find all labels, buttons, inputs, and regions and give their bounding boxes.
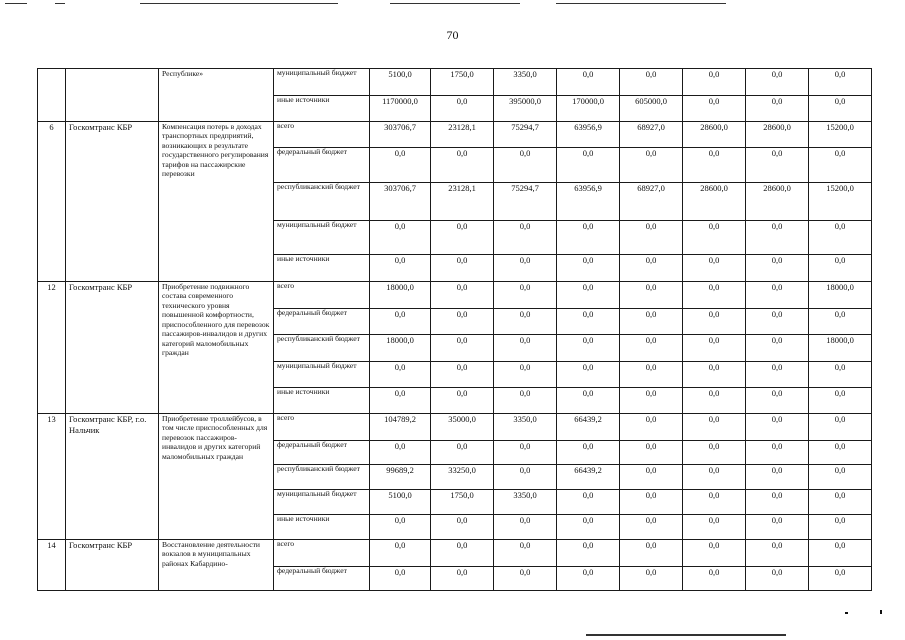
funding-source: республиканский бюджет [274,183,370,221]
row-number: 12 [38,282,66,414]
value-cell: 0,0 [746,414,809,441]
value-cell: 0,0 [557,335,620,362]
value-cell: 0,0 [494,282,557,309]
value-cell: 0,0 [683,362,746,388]
value-cell: 18000,0 [370,335,431,362]
value-cell: 28600,0 [746,122,809,148]
value-cell: 0,0 [370,255,431,282]
funding-source: всего [274,282,370,309]
value-cell: 0,0 [431,255,494,282]
value-cell: 15200,0 [809,122,872,148]
value-cell: 0,0 [494,515,557,540]
value-cell: 0,0 [431,282,494,309]
value-cell: 0,0 [494,388,557,414]
value-cell: 0,0 [683,221,746,255]
value-cell: 0,0 [746,221,809,255]
value-cell: 0,0 [431,441,494,465]
value-cell: 0,0 [620,490,683,515]
value-cell: 0,0 [370,221,431,255]
value-cell: 0,0 [809,465,872,490]
value-cell: 170000,0 [557,96,620,122]
value-cell: 68927,0 [620,122,683,148]
value-cell: 0,0 [370,540,431,567]
value-cell: 0,0 [494,255,557,282]
funding-source: всего [274,414,370,441]
value-cell: 0,0 [809,441,872,465]
value-cell: 0,0 [557,221,620,255]
value-cell: 0,0 [809,255,872,282]
scan-edge-line [140,3,338,4]
organization: Госкомтранс КБР [66,282,159,414]
scan-edge-line [556,3,726,4]
value-cell: 0,0 [370,567,431,591]
funding-source: федеральный бюджет [274,309,370,335]
funding-source: всего [274,540,370,567]
value-cell: 303706,7 [370,183,431,221]
value-cell: 33250,0 [431,465,494,490]
program-funding-table [37,68,872,591]
value-cell: 0,0 [683,309,746,335]
value-cell: 0,0 [557,441,620,465]
value-cell: 0,0 [494,309,557,335]
value-cell: 0,0 [746,148,809,183]
value-cell: 0,0 [683,335,746,362]
value-cell: 0,0 [620,441,683,465]
value-cell: 0,0 [557,282,620,309]
value-cell: 75294,7 [494,122,557,148]
funding-source: республиканский бюджет [274,335,370,362]
scan-edge-line [390,3,520,4]
value-cell: 0,0 [746,362,809,388]
value-cell: 0,0 [683,69,746,96]
organization: Госкомтранс КБР [66,540,159,591]
value-cell: 0,0 [620,335,683,362]
value-cell: 0,0 [431,540,494,567]
value-cell: 0,0 [683,515,746,540]
value-cell: 0,0 [746,465,809,490]
value-cell: 0,0 [370,515,431,540]
funding-source: муниципальный бюджет [274,221,370,255]
value-cell: 3350,0 [494,414,557,441]
value-cell: 0,0 [809,414,872,441]
value-cell: 0,0 [557,362,620,388]
value-cell: 23128,1 [431,122,494,148]
value-cell: 68927,0 [620,183,683,221]
row-number: 13 [38,414,66,540]
value-cell: 18000,0 [809,282,872,309]
value-cell: 0,0 [746,309,809,335]
value-cell: 0,0 [494,441,557,465]
value-cell: 0,0 [809,96,872,122]
row-number: 14 [38,540,66,591]
value-cell: 0,0 [809,221,872,255]
funding-source: муниципальный бюджет [274,490,370,515]
value-cell: 0,0 [683,148,746,183]
value-cell: 605000,0 [620,96,683,122]
value-cell: 0,0 [620,148,683,183]
value-cell: 0,0 [746,441,809,465]
value-cell: 0,0 [683,441,746,465]
value-cell: 0,0 [683,465,746,490]
value-cell: 0,0 [683,388,746,414]
value-cell: 0,0 [557,567,620,591]
value-cell: 0,0 [494,335,557,362]
funding-source: федеральный бюджет [274,441,370,465]
page-number: 70 [446,28,459,42]
value-cell: 395000,0 [494,96,557,122]
value-cell: 0,0 [683,540,746,567]
value-cell: 0,0 [746,96,809,122]
value-cell: 0,0 [620,282,683,309]
value-cell: 1170000,0 [370,96,431,122]
value-cell: 35000,0 [431,414,494,441]
value-cell: 66439,2 [557,465,620,490]
organization: Госкомтранс КБР, г.о. Нальчик [66,414,159,540]
value-cell: 0,0 [809,69,872,96]
row-number [38,69,66,122]
value-cell: 0,0 [557,148,620,183]
value-cell: 0,0 [494,148,557,183]
value-cell: 28600,0 [746,183,809,221]
value-cell: 0,0 [494,465,557,490]
value-cell: 0,0 [557,69,620,96]
value-cell: 0,0 [557,540,620,567]
value-cell: 28600,0 [683,183,746,221]
table-row [38,414,872,441]
value-cell: 0,0 [431,309,494,335]
value-cell: 0,0 [431,221,494,255]
funding-source: иные источники [274,388,370,414]
value-cell: 0,0 [809,362,872,388]
value-cell: 0,0 [431,96,494,122]
value-cell: 18000,0 [370,282,431,309]
funding-source: иные источники [274,96,370,122]
value-cell: 0,0 [620,221,683,255]
funding-source: республиканский бюджет [274,465,370,490]
value-cell: 0,0 [809,148,872,183]
value-cell: 0,0 [370,441,431,465]
value-cell: 0,0 [370,362,431,388]
value-cell: 0,0 [557,255,620,282]
table-row [38,122,872,148]
scan-edge-line [586,634,786,636]
row-number: 6 [38,122,66,282]
measure-description: Компенсация потерь в доходах транспортных предприятий, возникающих в результате государственного регулирования тарифов на пассажирские перевозки [159,122,274,282]
funding-source: всего [274,122,370,148]
table-row [38,282,872,309]
value-cell: 0,0 [746,540,809,567]
value-cell: 0,0 [370,309,431,335]
funding-source: иные источники [274,255,370,282]
measure-description: Восстановление деятельности вокзалов в муниципальных районах Кабардино- [159,540,274,591]
value-cell: 303706,7 [370,122,431,148]
value-cell: 0,0 [557,309,620,335]
table-row [38,69,872,96]
value-cell: 15200,0 [809,183,872,221]
value-cell: 63956,9 [557,183,620,221]
value-cell: 0,0 [494,362,557,388]
value-cell: 0,0 [809,309,872,335]
value-cell: 0,0 [620,567,683,591]
funding-source: федеральный бюджет [274,148,370,183]
value-cell: 0,0 [683,282,746,309]
value-cell: 0,0 [746,282,809,309]
value-cell: 0,0 [620,465,683,490]
value-cell: 0,0 [809,515,872,540]
value-cell: 0,0 [683,96,746,122]
value-cell: 75294,7 [494,183,557,221]
value-cell: 0,0 [683,255,746,282]
value-cell: 18000,0 [809,335,872,362]
value-cell: 0,0 [683,414,746,441]
value-cell: 23128,1 [431,183,494,221]
value-cell: 0,0 [746,255,809,282]
scan-speck [880,610,882,614]
value-cell: 0,0 [620,414,683,441]
value-cell: 0,0 [557,388,620,414]
value-cell: 5100,0 [370,490,431,515]
scan-speck [845,612,848,614]
value-cell: 0,0 [746,335,809,362]
value-cell: 0,0 [431,388,494,414]
value-cell: 0,0 [494,221,557,255]
value-cell: 104789,2 [370,414,431,441]
funding-source: федеральный бюджет [274,567,370,591]
funding-source: иные источники [274,515,370,540]
value-cell: 66439,2 [557,414,620,441]
value-cell: 0,0 [620,362,683,388]
value-cell: 0,0 [809,567,872,591]
value-cell: 0,0 [683,567,746,591]
funding-source: муниципальный бюджет [274,69,370,96]
value-cell: 99689,2 [370,465,431,490]
funding-source: муниципальный бюджет [274,362,370,388]
value-cell: 3350,0 [494,490,557,515]
value-cell: 0,0 [746,515,809,540]
value-cell: 63956,9 [557,122,620,148]
value-cell: 0,0 [620,515,683,540]
value-cell: 0,0 [494,567,557,591]
scan-edge-line [55,3,65,4]
organization [66,69,159,122]
value-cell: 0,0 [620,309,683,335]
value-cell: 0,0 [746,388,809,414]
value-cell: 0,0 [431,362,494,388]
value-cell: 28600,0 [683,122,746,148]
value-cell: 0,0 [431,567,494,591]
value-cell: 0,0 [620,69,683,96]
value-cell: 0,0 [683,490,746,515]
value-cell: 0,0 [431,515,494,540]
value-cell: 3350,0 [494,69,557,96]
value-cell: 0,0 [620,255,683,282]
value-cell: 0,0 [494,540,557,567]
value-cell: 0,0 [557,515,620,540]
value-cell: 0,0 [809,540,872,567]
value-cell: 0,0 [746,490,809,515]
measure-description: Приобретение троллейбусов, в том числе приспособленных для перевозок пассажиров-инвалидов и других категорий маломобильных граждан [159,414,274,540]
value-cell: 0,0 [370,388,431,414]
value-cell: 0,0 [370,148,431,183]
measure-description: Приобретение подвижного состава современного технического уровня повышенной комфортности, приспособленного для перевозок пассажиров-инвалидов и других категорий маломобильных граждан [159,282,274,414]
organization: Госкомтранс КБР [66,122,159,282]
value-cell: 0,0 [557,490,620,515]
measure-description: Республике» [159,69,274,122]
value-cell: 0,0 [809,388,872,414]
value-cell: 0,0 [431,148,494,183]
scan-edge-line [5,3,27,4]
value-cell: 0,0 [746,567,809,591]
value-cell: 5100,0 [370,69,431,96]
value-cell: 0,0 [431,335,494,362]
value-cell: 1750,0 [431,69,494,96]
table-row [38,540,872,567]
value-cell: 0,0 [620,388,683,414]
value-cell: 0,0 [620,540,683,567]
value-cell: 0,0 [746,69,809,96]
value-cell: 0,0 [809,490,872,515]
value-cell: 1750,0 [431,490,494,515]
